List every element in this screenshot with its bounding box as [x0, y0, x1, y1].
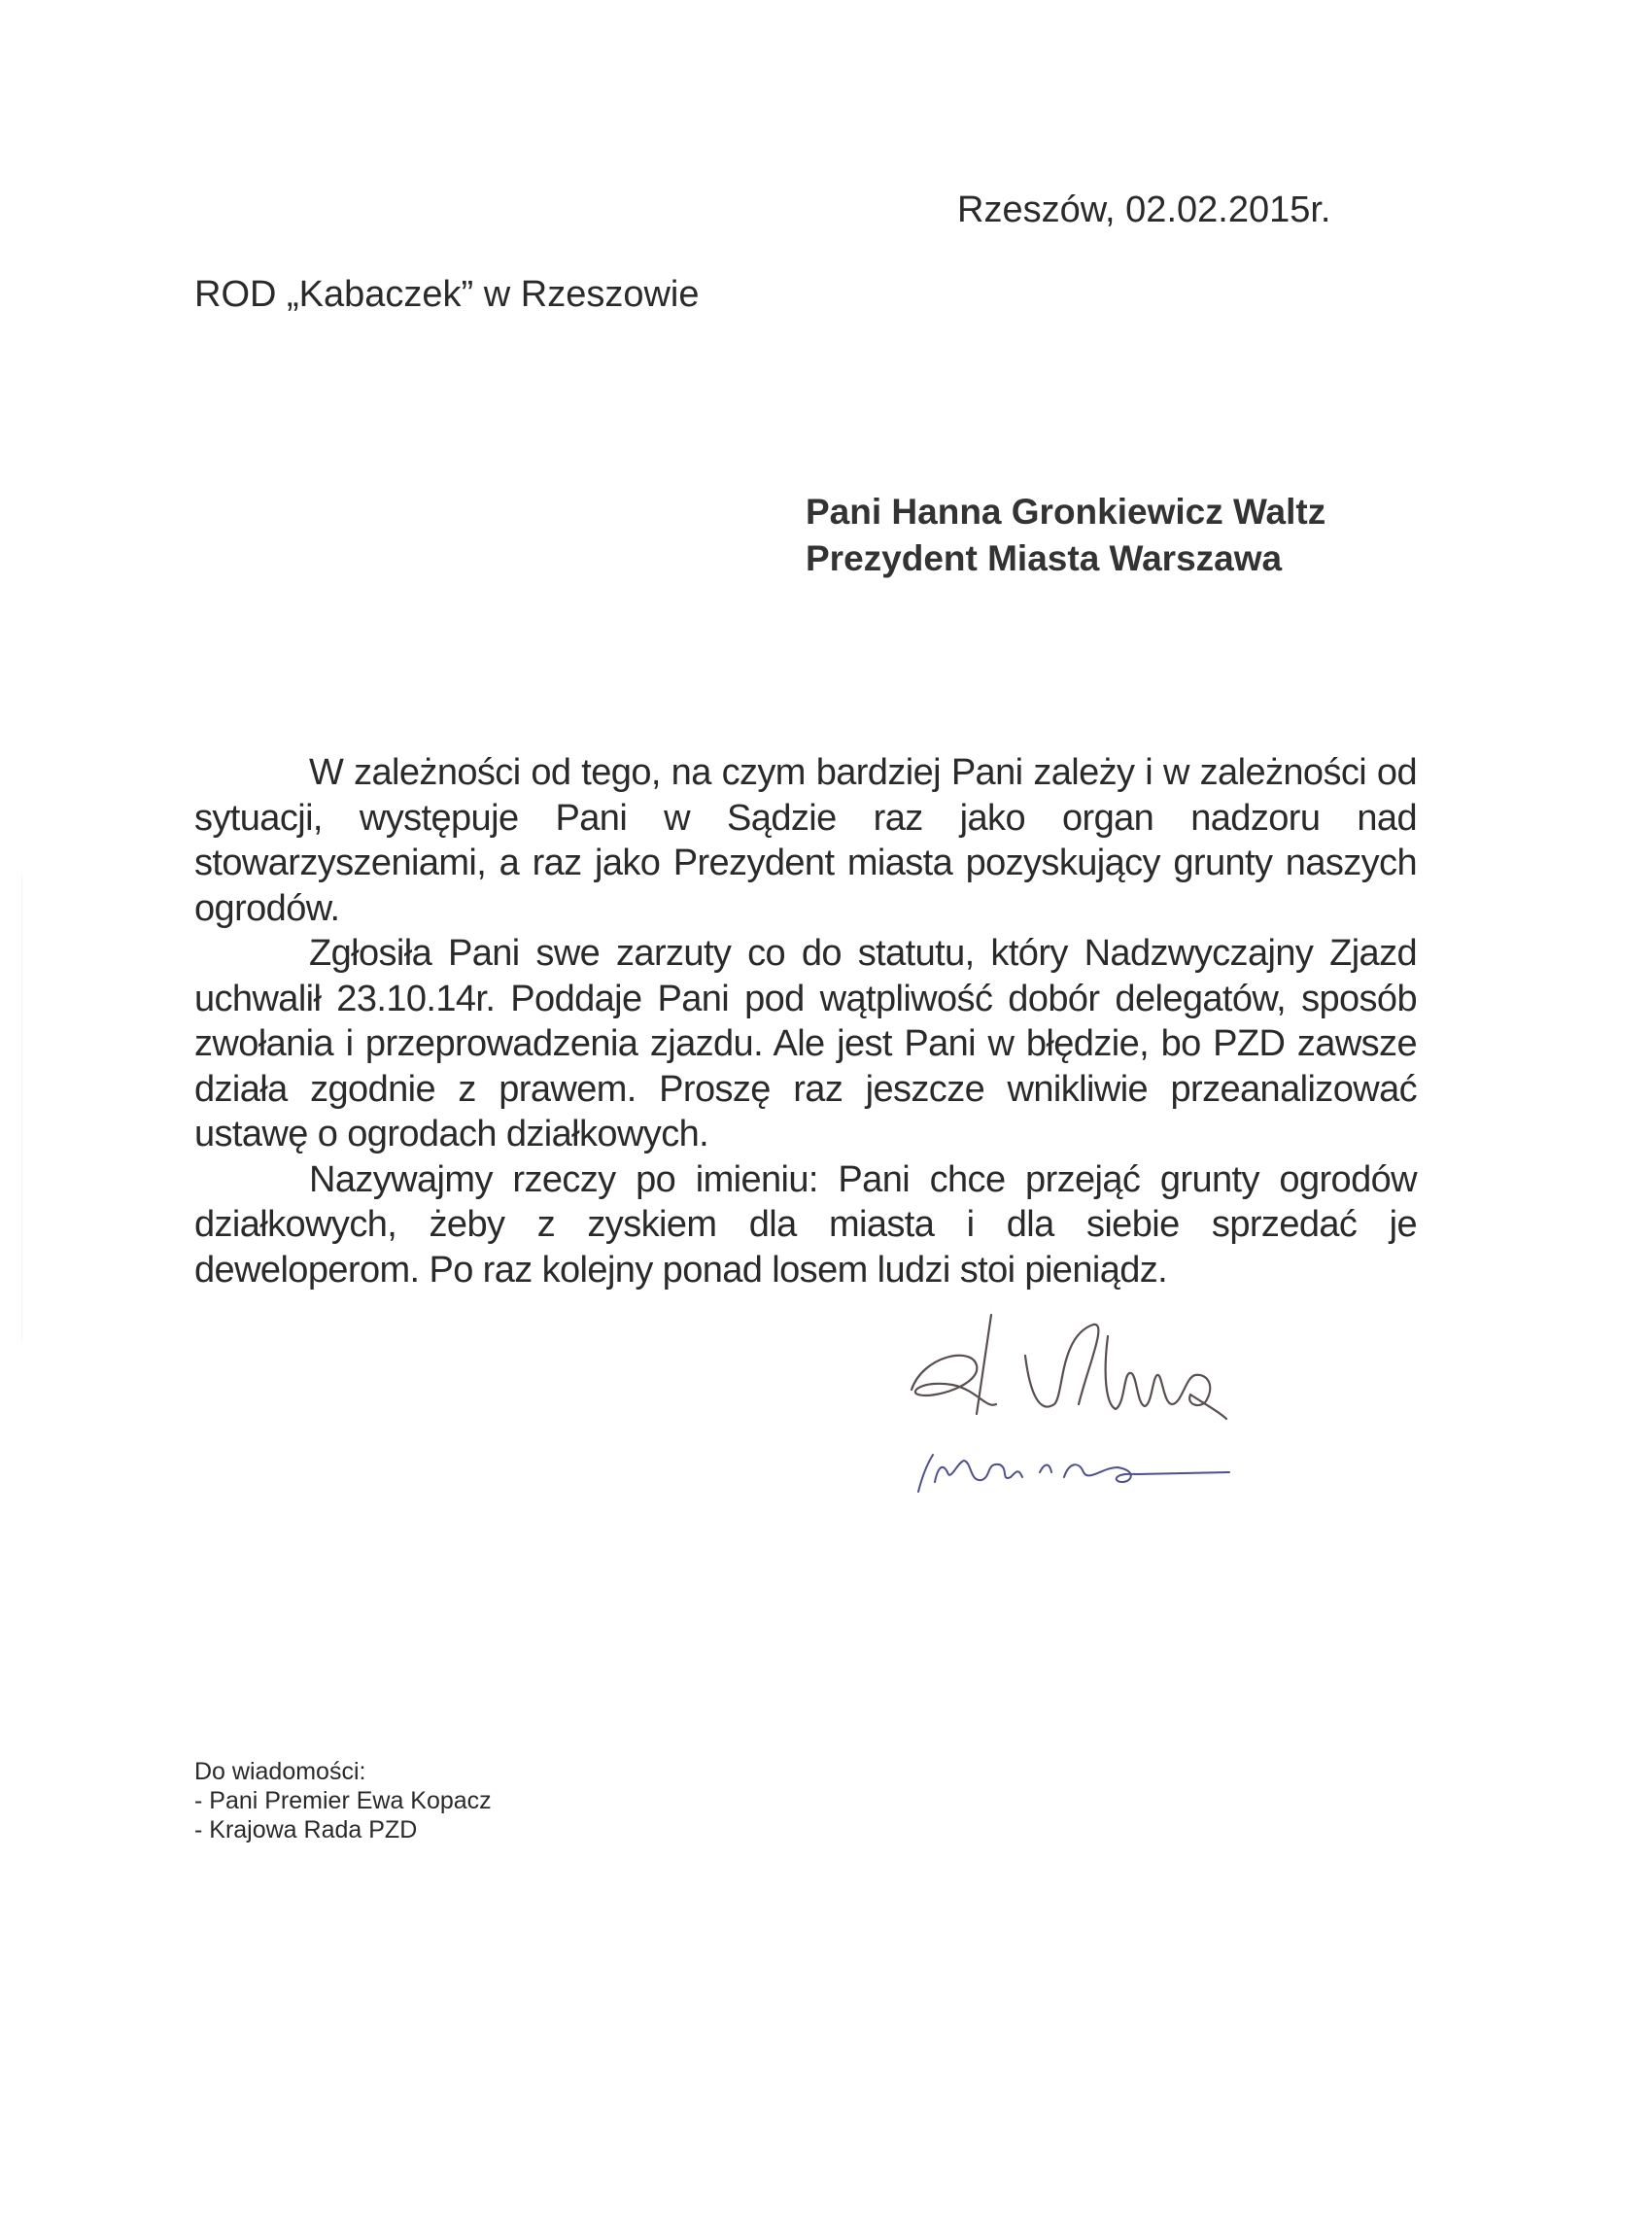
- paragraph: W zależności od tego, na czym bardziej Pani zależy i w zależności od sytuacji, występuje Pani w Sądzie raz jako organ nadzoru nad stowarzyszeniami, a raz jako Prezydent miasta pozyskujący grunty naszych ogrodów.: [194, 752, 1417, 929]
- recipient-name: Pani Hanna Gronkiewicz Waltz: [806, 492, 1326, 532]
- paragraph: Nazywajmy rzeczy po imieniu: Pani chce przejąć grunty ogrodów działkowych, żeby z zyskiem dla miasta i dla siebie sprzedać je deweloperom. Po raz kolejny ponad losem ludzi stoi pieniądz.: [194, 1158, 1417, 1291]
- sender: ROD „Kabaczek” w Rzeszowie: [194, 274, 700, 315]
- signature-icon: [894, 1297, 1244, 1501]
- scan-artifact: [21, 875, 22, 1341]
- cc-item: - Pani Premier Ewa Kopacz: [194, 1787, 492, 1814]
- place-date: Rzeszów, 02.02.2015r.: [957, 189, 1331, 230]
- recipient-title: Prezydent Miasta Warszawa: [806, 538, 1283, 578]
- recipient-block: [806, 489, 1325, 582]
- cc-block: [194, 1757, 492, 1844]
- letter-body: [194, 750, 1417, 1292]
- cc-item: - Krajowa Rada PZD: [194, 1816, 418, 1843]
- paragraph: Zgłosiła Pani swe zarzuty co do statutu, który Nadzwyczajny Zjazd uchwalił 23.10.14r. Poddaje Pani pod wątpliwość dobór delegatów, sposób zwołania i przeprowadzenia zjazdu. Ale jest Pani w błędzie, bo PZD zawsze działa zgodnie z prawem. Proszę raz jeszcze wnikliwie przeanalizować ustawę o ogrodach działkowych.: [194, 933, 1417, 1154]
- cc-heading: Do wiadomości:: [194, 1758, 366, 1785]
- signature: [894, 1297, 1244, 1501]
